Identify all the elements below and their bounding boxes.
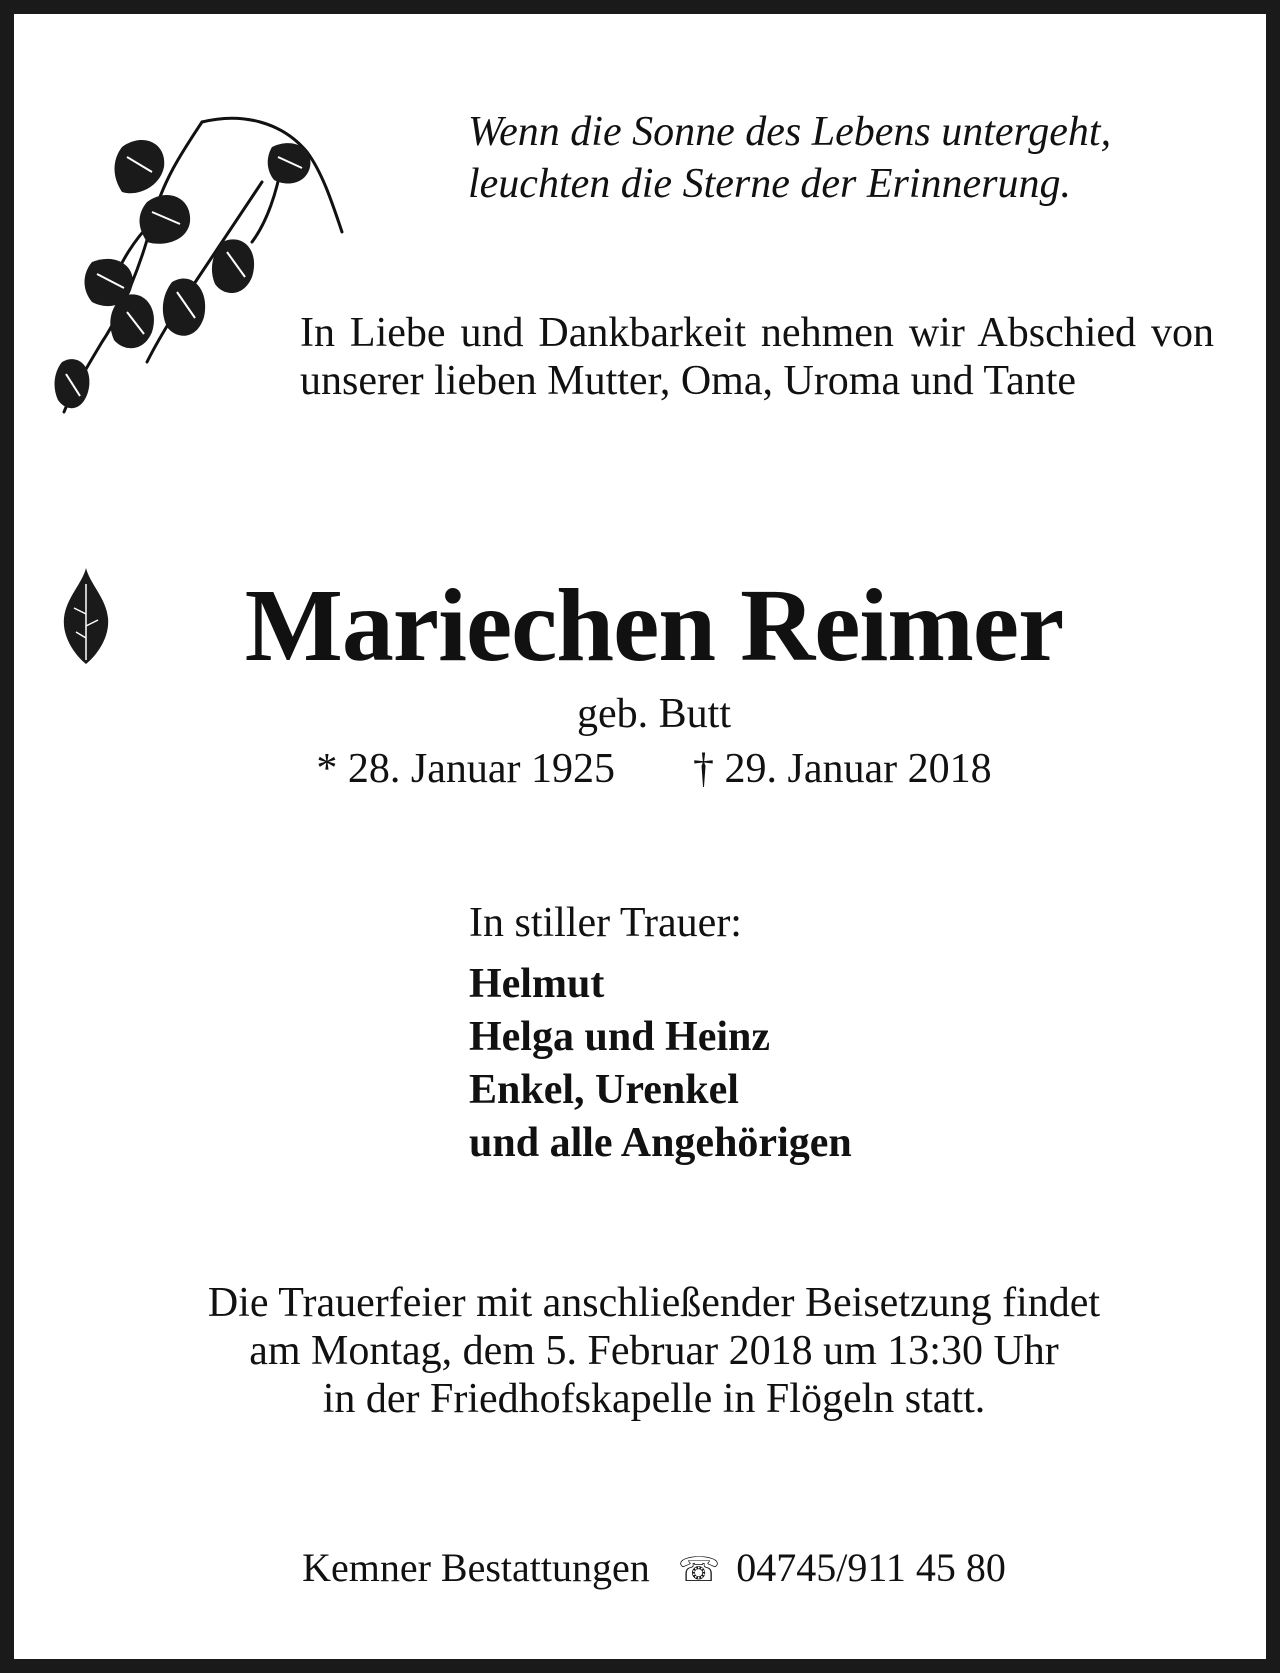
ceremony-info [14, 1279, 1280, 1423]
life-dates [14, 744, 1280, 794]
intro-text: In Liebe und Dankbarkeit nehmen wir Abschied von unserer lieben Mutter, Oma, Uroma und Tante [300, 310, 1214, 404]
undertaker-footer [14, 1544, 1280, 1594]
deceased-name: Mariechen Reimer [244, 568, 1064, 683]
motto-quote [468, 106, 1228, 210]
ceremony-line-3: in der Friedhofskapelle in Flögeln statt. [322, 1376, 986, 1422]
mourner-name: Enkel, Urenkel [469, 1067, 739, 1113]
phone-number: 04745/911 45 80 [736, 1545, 1006, 1590]
mourner-name: Helmut [469, 961, 605, 1007]
telephone-icon: ☏ [677, 1550, 721, 1590]
ceremony-line-1: Die Trauerfeier mit anschließender Beisetzung findet [207, 1280, 1101, 1326]
undertaker-name: Kemner Bestattungen [302, 1545, 650, 1590]
motto-line-1: Wenn die Sonne des Lebens untergeht, [468, 109, 1112, 155]
motto-line-2: leuchten die Sterne der Erinnerung. [468, 161, 1072, 207]
mourners-list [469, 958, 852, 1170]
maiden-name: geb. Butt [577, 691, 731, 737]
birth-date: * 28. Januar 1925 [316, 746, 615, 792]
mourner-name: und alle Angehörigen [469, 1120, 852, 1166]
mourner-name: Helga und Heinz [469, 1014, 771, 1060]
death-date: † 29. Januar 2018 [693, 746, 992, 792]
mourning-label: In stiller Trauer: [469, 900, 742, 946]
ceremony-line-2: am Montag, dem 5. Februar 2018 um 13:30 Uhr [249, 1328, 1059, 1374]
